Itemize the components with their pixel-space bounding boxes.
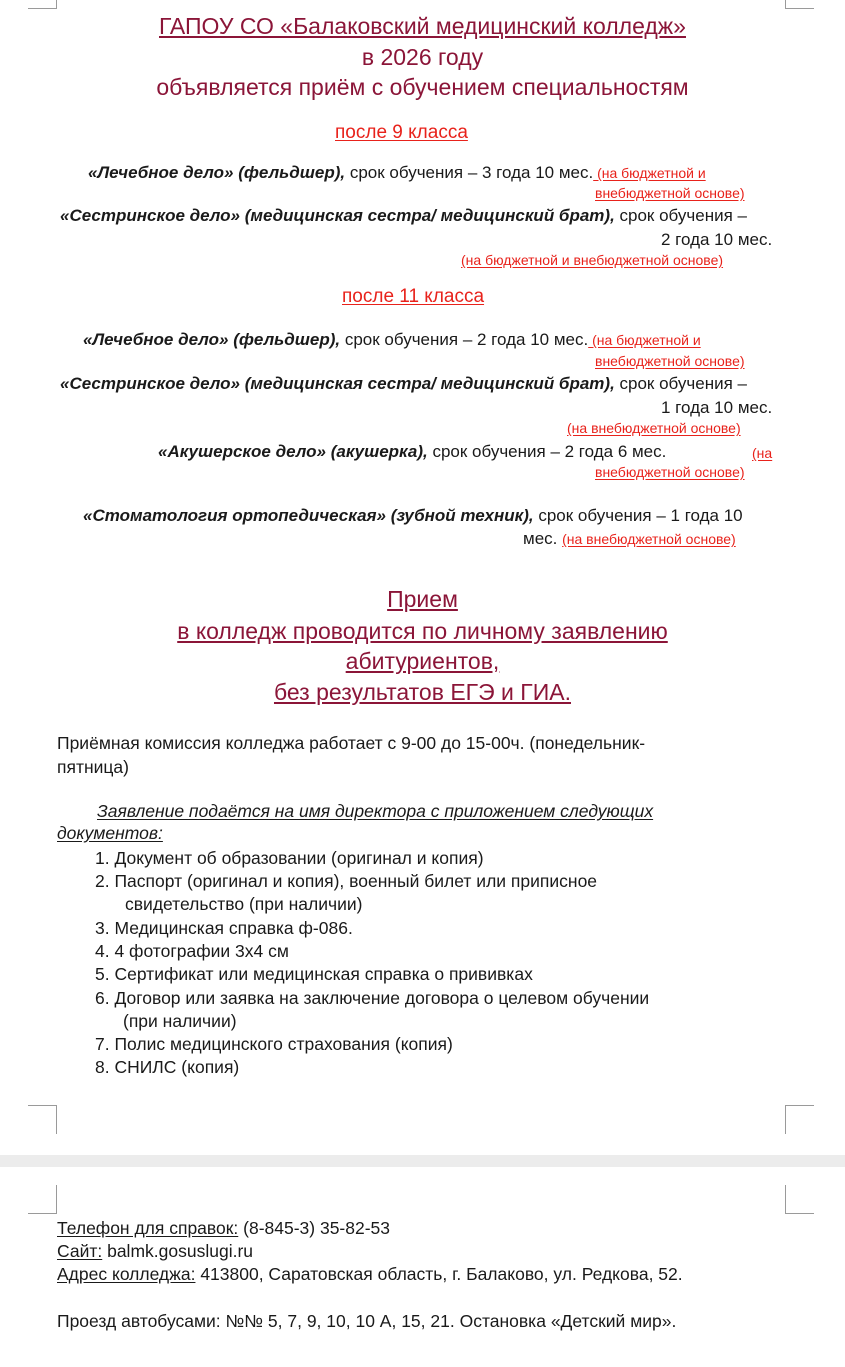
spec-term: срок обучения – [614, 374, 747, 393]
document-item: 5. Сертификат или медицинская справка о прививках [95, 964, 533, 984]
spec-role: (зубной техник), [390, 506, 534, 525]
corner-mark-top-right [785, 0, 814, 9]
document-item: 7. Полис медицинского страхования (копия) [95, 1034, 453, 1054]
documents-heading-2: документов: [57, 823, 163, 843]
spec-role: (фельдшер), [238, 163, 346, 182]
phone-label: Телефон для справок: [57, 1218, 239, 1238]
corner-mark-bottom-right [785, 1105, 814, 1134]
spec-11-4-line [83, 506, 743, 526]
contact-site [57, 1241, 253, 1262]
spec-term: срок обучения – 1 года 10 [533, 506, 743, 525]
spec-basis: (на внебюджетной основе) [562, 531, 736, 547]
page-2 [0, 1167, 845, 1367]
document-item: 8. СНИЛС (копия) [95, 1057, 240, 1077]
document-item: 2. Паспорт (оригинал и копия), военный билет или приписное [95, 871, 598, 891]
header-line-1: ГАПОУ СО «Балаковский медицинский колледж» [159, 13, 686, 39]
commission-line-2: пятница) [57, 757, 129, 777]
spec-term: срок обучения – 2 года 10 мес. [340, 330, 589, 349]
document-item: 3. Медицинская справка ф-086. [95, 918, 353, 938]
spec-9-1-line [88, 163, 706, 183]
spec-role: (медицинская сестра/ медицинский брат), [244, 206, 615, 225]
site-label: Сайт: [57, 1241, 103, 1261]
spec-basis: (на бюджетной и [588, 332, 701, 348]
admission-line-3: абитуриентов, [345, 648, 500, 674]
site-link[interactable]: balmk.gosuslugi.ru [102, 1241, 254, 1261]
spec-name: «Сестринское дело» [60, 206, 240, 225]
spec-9-1-basis-cont: внебюджетной основе) [595, 185, 745, 201]
phone-value: (8-845-3) 35-82-53 [238, 1218, 391, 1238]
contact-phone [57, 1218, 390, 1239]
document-item-cont: свидетельство (при наличии) [125, 894, 363, 914]
document-item: 1. Документ об образовании (оригинал и копия) [95, 848, 484, 868]
spec-role: (медицинская сестра/ медицинский брат), [244, 374, 615, 393]
admission-line-2: в колледж проводится по личному заявлению [177, 618, 668, 644]
admission-line-1: Прием [387, 586, 458, 612]
commission-line-1: Приёмная комиссия колледжа работает с 9-00 до 15-00ч. (понедельник- [57, 733, 646, 753]
section-11-heading: после 11 класса [342, 286, 485, 307]
spec-11-3-basis-cont: внебюджетной основе) [595, 464, 745, 480]
spec-9-2-basis: (на бюджетной и внебюджетной основе) [461, 252, 724, 268]
spec-term: срок обучения – 3 года 10 мес. [345, 163, 594, 182]
spec-name: «Лечебное дело» [83, 330, 229, 349]
contact-address [57, 1264, 683, 1285]
admission-line-4: без результатов ЕГЭ и ГИА. [273, 679, 571, 705]
spec-basis: (на бюджетной и [593, 165, 706, 181]
address-label: Адрес колледжа: [57, 1264, 196, 1284]
spec-11-3-basis: (на [752, 445, 773, 461]
spec-11-1-line [83, 330, 701, 350]
corner-mark-bottom-left [28, 1105, 57, 1134]
spec-name: «Стоматология ортопедическая» [83, 506, 386, 525]
spec-11-2-line [60, 374, 747, 394]
document-item: 4. 4 фотографии 3х4 см [95, 941, 289, 961]
bus-info: Проезд автобусами: №№ 5, 7, 9, 10, 10 А, 15, 21. Остановка «Детский мир». [57, 1311, 677, 1331]
document-item: 6. Договор или заявка на заключение договора о целевом обучении [95, 988, 650, 1008]
section-9-heading: после 9 класса [335, 122, 468, 143]
document-item-cont: (при наличии) [123, 1011, 237, 1031]
header-line-3: объявляется приём с обучением специальностям [156, 74, 689, 100]
spec-name: «Акушерское дело» [158, 442, 326, 461]
documents-heading-1: Заявление подаётся на имя директора с приложением следующих [97, 801, 654, 821]
spec-11-2-term-cont: 1 года 10 мес. [661, 398, 773, 417]
spec-role: (акушерка), [330, 442, 428, 461]
spec-name: «Сестринское дело» [60, 374, 240, 393]
spec-11-3-line [158, 442, 666, 462]
spec-11-2-basis: (на внебюджетной основе) [567, 420, 741, 436]
spec-term: срок обучения – 2 года 6 мес. [427, 442, 667, 461]
address-value: 413800, Саратовская область, г. Балаково, ул. Редкова, 52. [195, 1264, 683, 1284]
spec-term-cont: мес. [523, 529, 558, 548]
spec-role: (фельдшер), [233, 330, 341, 349]
corner-mark-top-left [28, 1185, 57, 1214]
corner-mark-top-right [785, 1185, 814, 1214]
header-line-2: в 2026 году [361, 44, 484, 70]
spec-9-2-line [60, 206, 747, 226]
spec-name: «Лечебное дело» [88, 163, 234, 182]
corner-mark-top-left [28, 0, 57, 9]
spec-11-4-term-cont [523, 529, 736, 549]
spec-9-2-term-cont: 2 года 10 мес. [661, 230, 773, 249]
spec-term: срок обучения – [614, 206, 747, 225]
spec-11-1-basis-cont: внебюджетной основе) [595, 353, 745, 369]
